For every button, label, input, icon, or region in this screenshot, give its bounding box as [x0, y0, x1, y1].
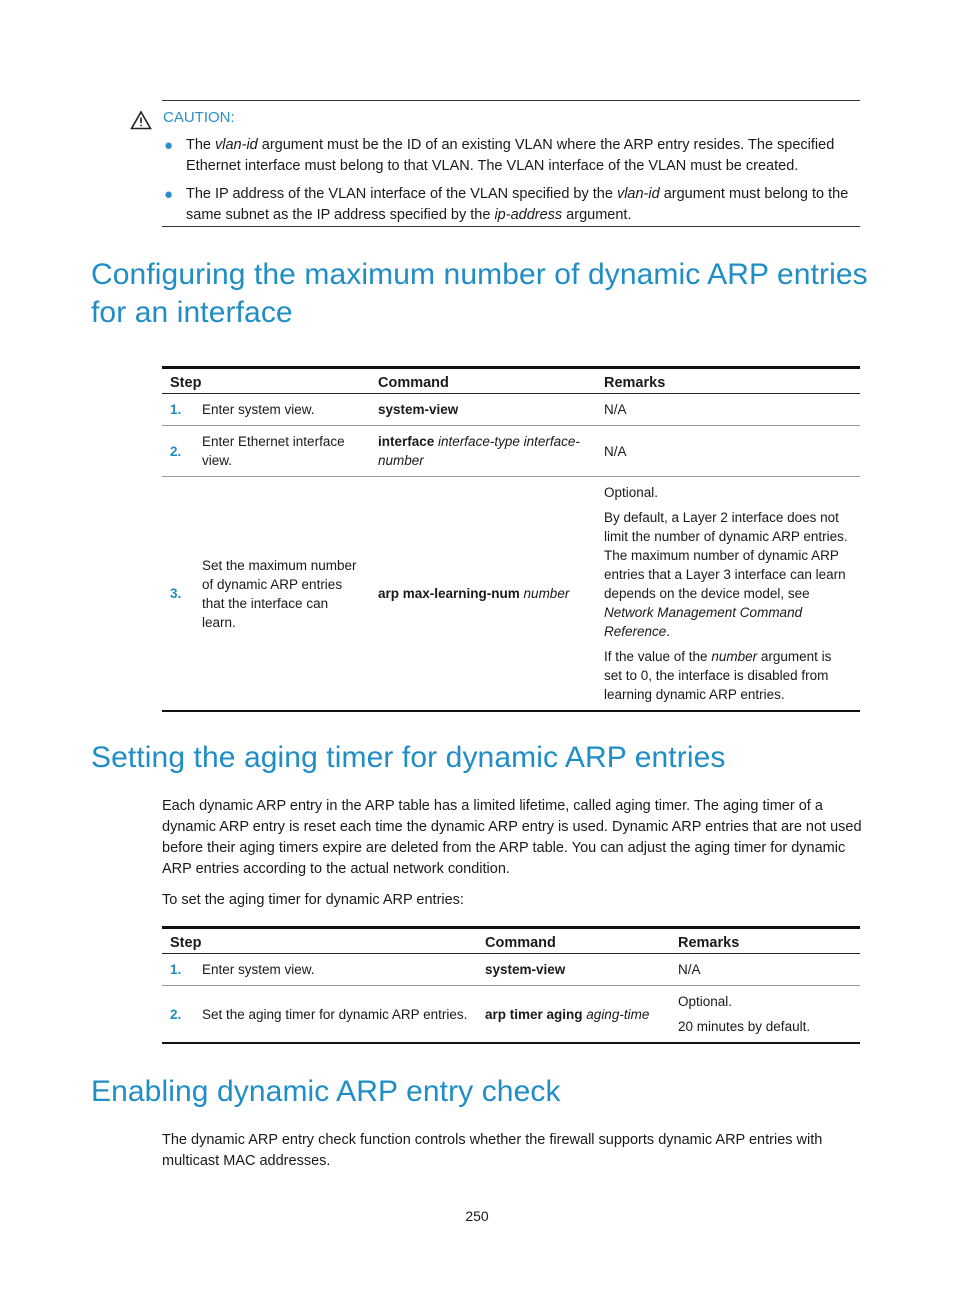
col-header-step: Step: [162, 368, 370, 394]
table-row: 1. Enter system view. system-view N/A: [162, 954, 860, 986]
col-header-command: Command: [477, 928, 670, 954]
max-entries-table: [162, 366, 860, 712]
col-header-remarks: Remarks: [596, 368, 860, 394]
caution-bullet-2: ● The IP address of the VLAN interface of the VLAN specified by the vlan-id argument must belong to the same subnet as the IP address specified by the ip-address argument.: [164, 186, 849, 223]
section-heading-max-entries: Configuring the maximum number of dynamic ARP entries for an interface: [91, 258, 868, 329]
page-number: 250: [465, 1208, 489, 1224]
warning-triangle-icon: [130, 110, 152, 130]
caution-bullet-1: ● The vlan-id argument must be the ID of an existing VLAN where the ARP entry resides. The specified Ethernet interface must belong to that VLAN. The VLAN interface of the VLAN must be created.: [164, 137, 835, 174]
aging-timer-table: [162, 926, 860, 1044]
bullet-dot-icon: ●: [164, 137, 174, 154]
aging-timer-lead: To set the aging timer for dynamic ARP entries:: [162, 892, 464, 908]
caution-top-rule: [162, 100, 860, 101]
col-header-remarks: Remarks: [670, 928, 860, 954]
section-heading-aging-timer: Setting the aging timer for dynamic ARP entries: [91, 741, 726, 774]
section-heading-entry-check: Enabling dynamic ARP entry check: [91, 1075, 561, 1108]
caution-label: CAUTION:: [163, 109, 235, 126]
table-row: 2. Set the aging timer for dynamic ARP entries. arp timer aging aging-time Optional. 20 minutes by default.: [170, 994, 811, 1034]
entry-check-intro: The dynamic ARP entry check function controls whether the firewall supports dynamic ARP entries with multicast MAC addresses.: [162, 1132, 823, 1169]
table-row: 2. Enter Ethernet interface view. interface interface-type interface-number N/A: [162, 426, 860, 477]
table-row: 1. Enter system view. system-view N/A: [162, 394, 860, 426]
table-row: 3. Set the maximum number of dynamic ARP entries that the interface can learn. arp max-learning-num number Optional. By default, a Layer 2 interface does not limit the number of dynamic ARP entries. The maximum number of dynamic ARP entries that a Layer 3 interface can learn depends on the device model, see Network Management Command Reference. If the value of the number argument is set to 0, the interface is disabled from learning dynamic ARP entries.: [170, 485, 848, 702]
bullet-dot-icon: ●: [164, 186, 174, 203]
col-header-step: Step: [162, 928, 477, 954]
caution-bottom-rule: [162, 226, 860, 227]
col-header-command: Command: [370, 368, 596, 394]
aging-timer-intro: Each dynamic ARP entry in the ARP table has a limited lifetime, called aging timer. The aging timer of a dynamic ARP entry is reset each time the dynamic ARP entry is used. Dynamic ARP entries that are not used before their aging timers expire are deleted from the ARP table. You can adjust the aging timer for dynamic ARP entries according to the actual network condition.: [162, 798, 862, 877]
